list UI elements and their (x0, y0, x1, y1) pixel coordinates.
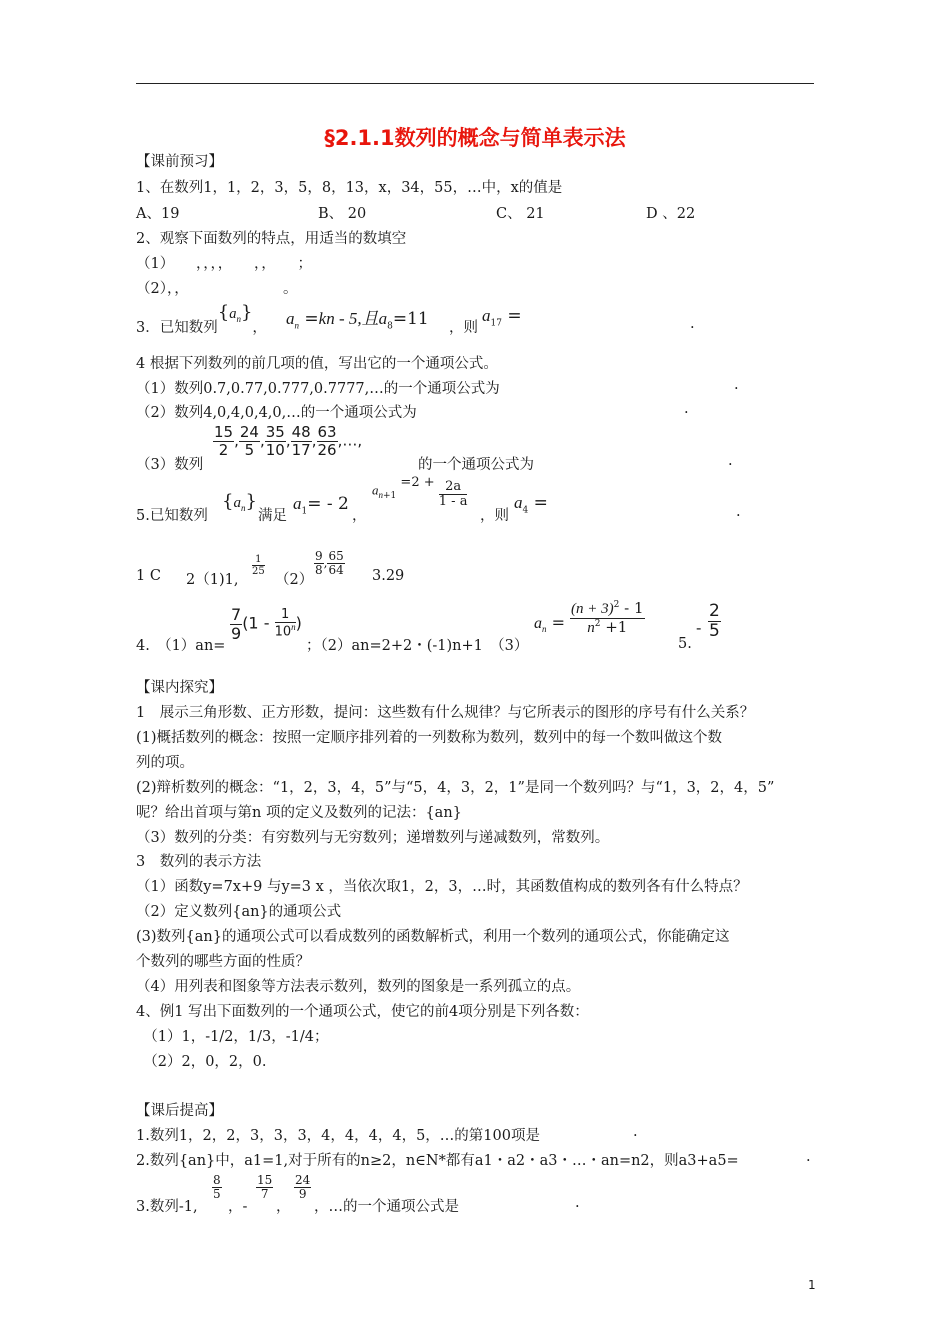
explore-line-3: 列的项。 (136, 755, 194, 771)
q3-a17-sub: 17 (490, 318, 502, 329)
section-heading-preview: 【课前预习】 (136, 154, 223, 170)
q4-3-period: . (728, 453, 733, 469)
improve-3-frac-1: $\frac{8}{5}$ (213, 1173, 221, 1202)
explore-line-6: （3）数列的分类：有穷数列与无穷数列；递增数列与递减数列，常数列。 (136, 830, 610, 846)
answer-2-1-frac: $\frac{1}{25}$ (252, 554, 265, 577)
explore-line-7: 3 数列的表示方法 (136, 854, 262, 870)
section-heading-explore: 【课内探究】 (136, 680, 223, 696)
improve-2: 2.数列{an}中，a1=1,对于所有的n≥2，n∈N*都有a1・a2・a3・…・an=n2，则a3+a5= (136, 1153, 739, 1169)
q1-option-a: A、19 (136, 206, 180, 222)
q4-3-ellipsis: …, (342, 431, 363, 450)
improve-1-period: . (633, 1124, 638, 1140)
q3-equals: = (507, 306, 522, 326)
q3-brace-close: } (240, 302, 253, 323)
page-number: 1 (808, 1278, 816, 1292)
q5-a4: $a_4$ = (514, 493, 548, 516)
q5-period: . (736, 504, 741, 520)
q3-period: . (690, 316, 695, 332)
q1-option-d: D 、22 (646, 206, 696, 222)
answer-4-1-formula: $\frac{7}{9}$ (1 - $\frac{1}{10^n}$ ) (231, 605, 302, 643)
question-4-part-1: （1）数列0.7,0.77,0.777,0.7777,…的一个通项公式为 (136, 381, 500, 397)
q5-seq: $\{a_n\}$ (222, 491, 257, 514)
q5-rec-lhs: =2 + (400, 475, 435, 491)
answer-4-3-lhs: $a_n$ = (534, 613, 565, 635)
q4-3-term-3: $\frac{35}{10}$ (265, 423, 285, 459)
question-4: 4 根据下列数列的前几项的值，写出它的一个通项公式。 (136, 356, 498, 372)
q5-satisfy: 满足 (258, 508, 287, 524)
q3-cond2: =11 (392, 309, 429, 329)
answer-4-3-frac: $\frac{(n + 3)^2 - 1}{n^2 +1}$ (571, 599, 644, 636)
improve-3-period: . (575, 1195, 580, 1211)
q4-3-term-1: $\frac{15}{2}$ (214, 423, 234, 459)
explore-line-4: (2)辩析数列的概念：“1，2，3，4，5”与“5，4，3，2，1”是同一个数列吗？与“1，3，2，4，5” (136, 780, 775, 796)
q4-3-terms: $\frac{15}{2}$ , $\frac{24}{5}$ , $\frac{35}{10}$ , $\frac{48}{17}$ , $\frac{63}{26}$ ,…, (214, 423, 363, 459)
answer-5-frac: $\frac{2}{5}$ (709, 601, 720, 641)
q5-recurrence: $a_{n+1} =2$ + $\frac{2a}{1 - a}$ (372, 475, 468, 510)
header-rule (136, 83, 814, 84)
q4-1-period: . (734, 377, 739, 393)
q5-prefix: 5.已知数列 (136, 508, 208, 524)
q3-comma: ， (252, 320, 267, 336)
explore-line-14: （1）1，-1/2，1/3，-1/4； (136, 1029, 329, 1045)
q4-3-term-2: $\frac{24}{5}$ (239, 423, 259, 459)
question-3 (136, 302, 267, 336)
q3-prefix: 3．已知数列 (136, 320, 218, 336)
q5-a1: $a_1= - 2$ (293, 494, 349, 517)
answer-2-1: 2（1)1, (186, 572, 239, 588)
explore-line-12: （4）用列表和图象等方法表示数列，数列的图象是一系列孤立的点。 (136, 979, 581, 995)
page-title: §2.1.1数列的概念与简单表示法 (324, 126, 626, 150)
q4-3-suffix: 的一个通项公式为 (418, 457, 534, 473)
question-2-part-1: （1） ，，，， ，， ； (136, 256, 312, 272)
question-1: 1、在数列1，1，2，3，5，8，13，x，34，55，…中，x的值是 (136, 180, 563, 196)
answer-1: 1 C (136, 568, 161, 584)
improve-3-suffix: ，…的一个通项公式是 (314, 1199, 459, 1215)
q3-seq-sub: n (236, 313, 241, 324)
explore-line-5: 呢？给出首项与第n 项的定义及数列的记法：{an} (136, 805, 462, 821)
q3-cond: kn - 5,且 (318, 309, 379, 328)
explore-line-15: （2）2，0，2，0. (136, 1054, 267, 1070)
question-2-part-2: （2），， 。 (136, 281, 298, 297)
improve-3-frac-3: $\frac{24}{9}$ (295, 1173, 311, 1202)
explore-line-11: 个数列的哪些方面的性质？ (136, 954, 310, 970)
improve-3-prefix: 3.数列-1, (136, 1199, 198, 1215)
answer-2-2-fracs: $\frac{9}{8}$ , $\frac{65}{64}$ (315, 549, 344, 578)
q3-then: ，则 (449, 320, 478, 336)
q1-option-b: B、 20 (318, 206, 367, 222)
explore-line-1: 1 展示三角形数、正方形数，提问：这些数有什么规律？与它所表示的图形的序号有什么关系？ (136, 705, 755, 721)
improve-2-period: . (806, 1149, 811, 1165)
q5-then: ，则 (480, 508, 509, 524)
q4-2-period: . (684, 401, 689, 417)
improve-3-sep-2: ， (276, 1199, 291, 1215)
q3-formula: $a_n =kn - 5$,且$a_8=11$ (286, 309, 429, 332)
q5-sep: ， (352, 508, 367, 524)
q4-3-term-5: $\frac{63}{26}$ (317, 423, 337, 459)
q5-a1-value: = - 2 (307, 494, 349, 514)
answer-4-2-3: ；（2）an=2+2・(-1)n+1 （3） (306, 638, 529, 654)
q3-seq: a (229, 306, 237, 322)
question-4-part-2: （2）数列4,0,4,0,4,0,…的一个通项公式为 (136, 405, 417, 421)
q4-3-prefix: （3）数列 (136, 457, 204, 473)
answer-5-label: 5. (678, 636, 692, 652)
answer-4-label: 4. （1）an= (136, 638, 226, 654)
answer-5-sign: - (696, 618, 702, 637)
improve-3-frac-2: $\frac{15}{7}$ (257, 1173, 273, 1202)
q4-3-term-4: $\frac{48}{17}$ (291, 423, 311, 459)
question-2: 2、观察下面数列的特点，用适当的数填空 (136, 231, 407, 247)
answer-3: 3.29 (372, 568, 405, 584)
explore-line-2: (1)概括数列的概念：按照一定顺序排列着的一列数称为数列，数列中的每一个数叫做这个数 (136, 730, 723, 746)
explore-line-9: （2）定义数列{an}的通项公式 (136, 904, 342, 920)
q3-brace-open: { (217, 302, 230, 323)
q5-rec-frac: $\frac{2a}{1 - a}$ (438, 479, 468, 510)
section-heading-improve: 【课后提高】 (136, 1103, 223, 1119)
explore-line-10: (3)数列{an}的通项公式可以看成数列的函数解析式，利用一个数列的通项公式，你能确定这 (136, 929, 730, 945)
q3-a17: $a_{17}$ = (482, 306, 522, 329)
explore-line-8: （1）函数y=7x+9 与y=3 x ，当依次取1，2，3，…时，其函数值构成的数列各有什么特点？ (136, 879, 748, 895)
improve-3-sep-1: ，- (228, 1199, 248, 1215)
explore-line-13: 4、例1 写出下面数列的一个通项公式，使它的前4项分别是下列各数： (136, 1004, 589, 1020)
improve-1: 1.数列1，2，2，3，3，3，4，4，4，4，5，…的第100项是 (136, 1128, 540, 1144)
answer-2-2: （2） (275, 572, 314, 588)
q1-option-c: C、 21 (496, 206, 545, 222)
